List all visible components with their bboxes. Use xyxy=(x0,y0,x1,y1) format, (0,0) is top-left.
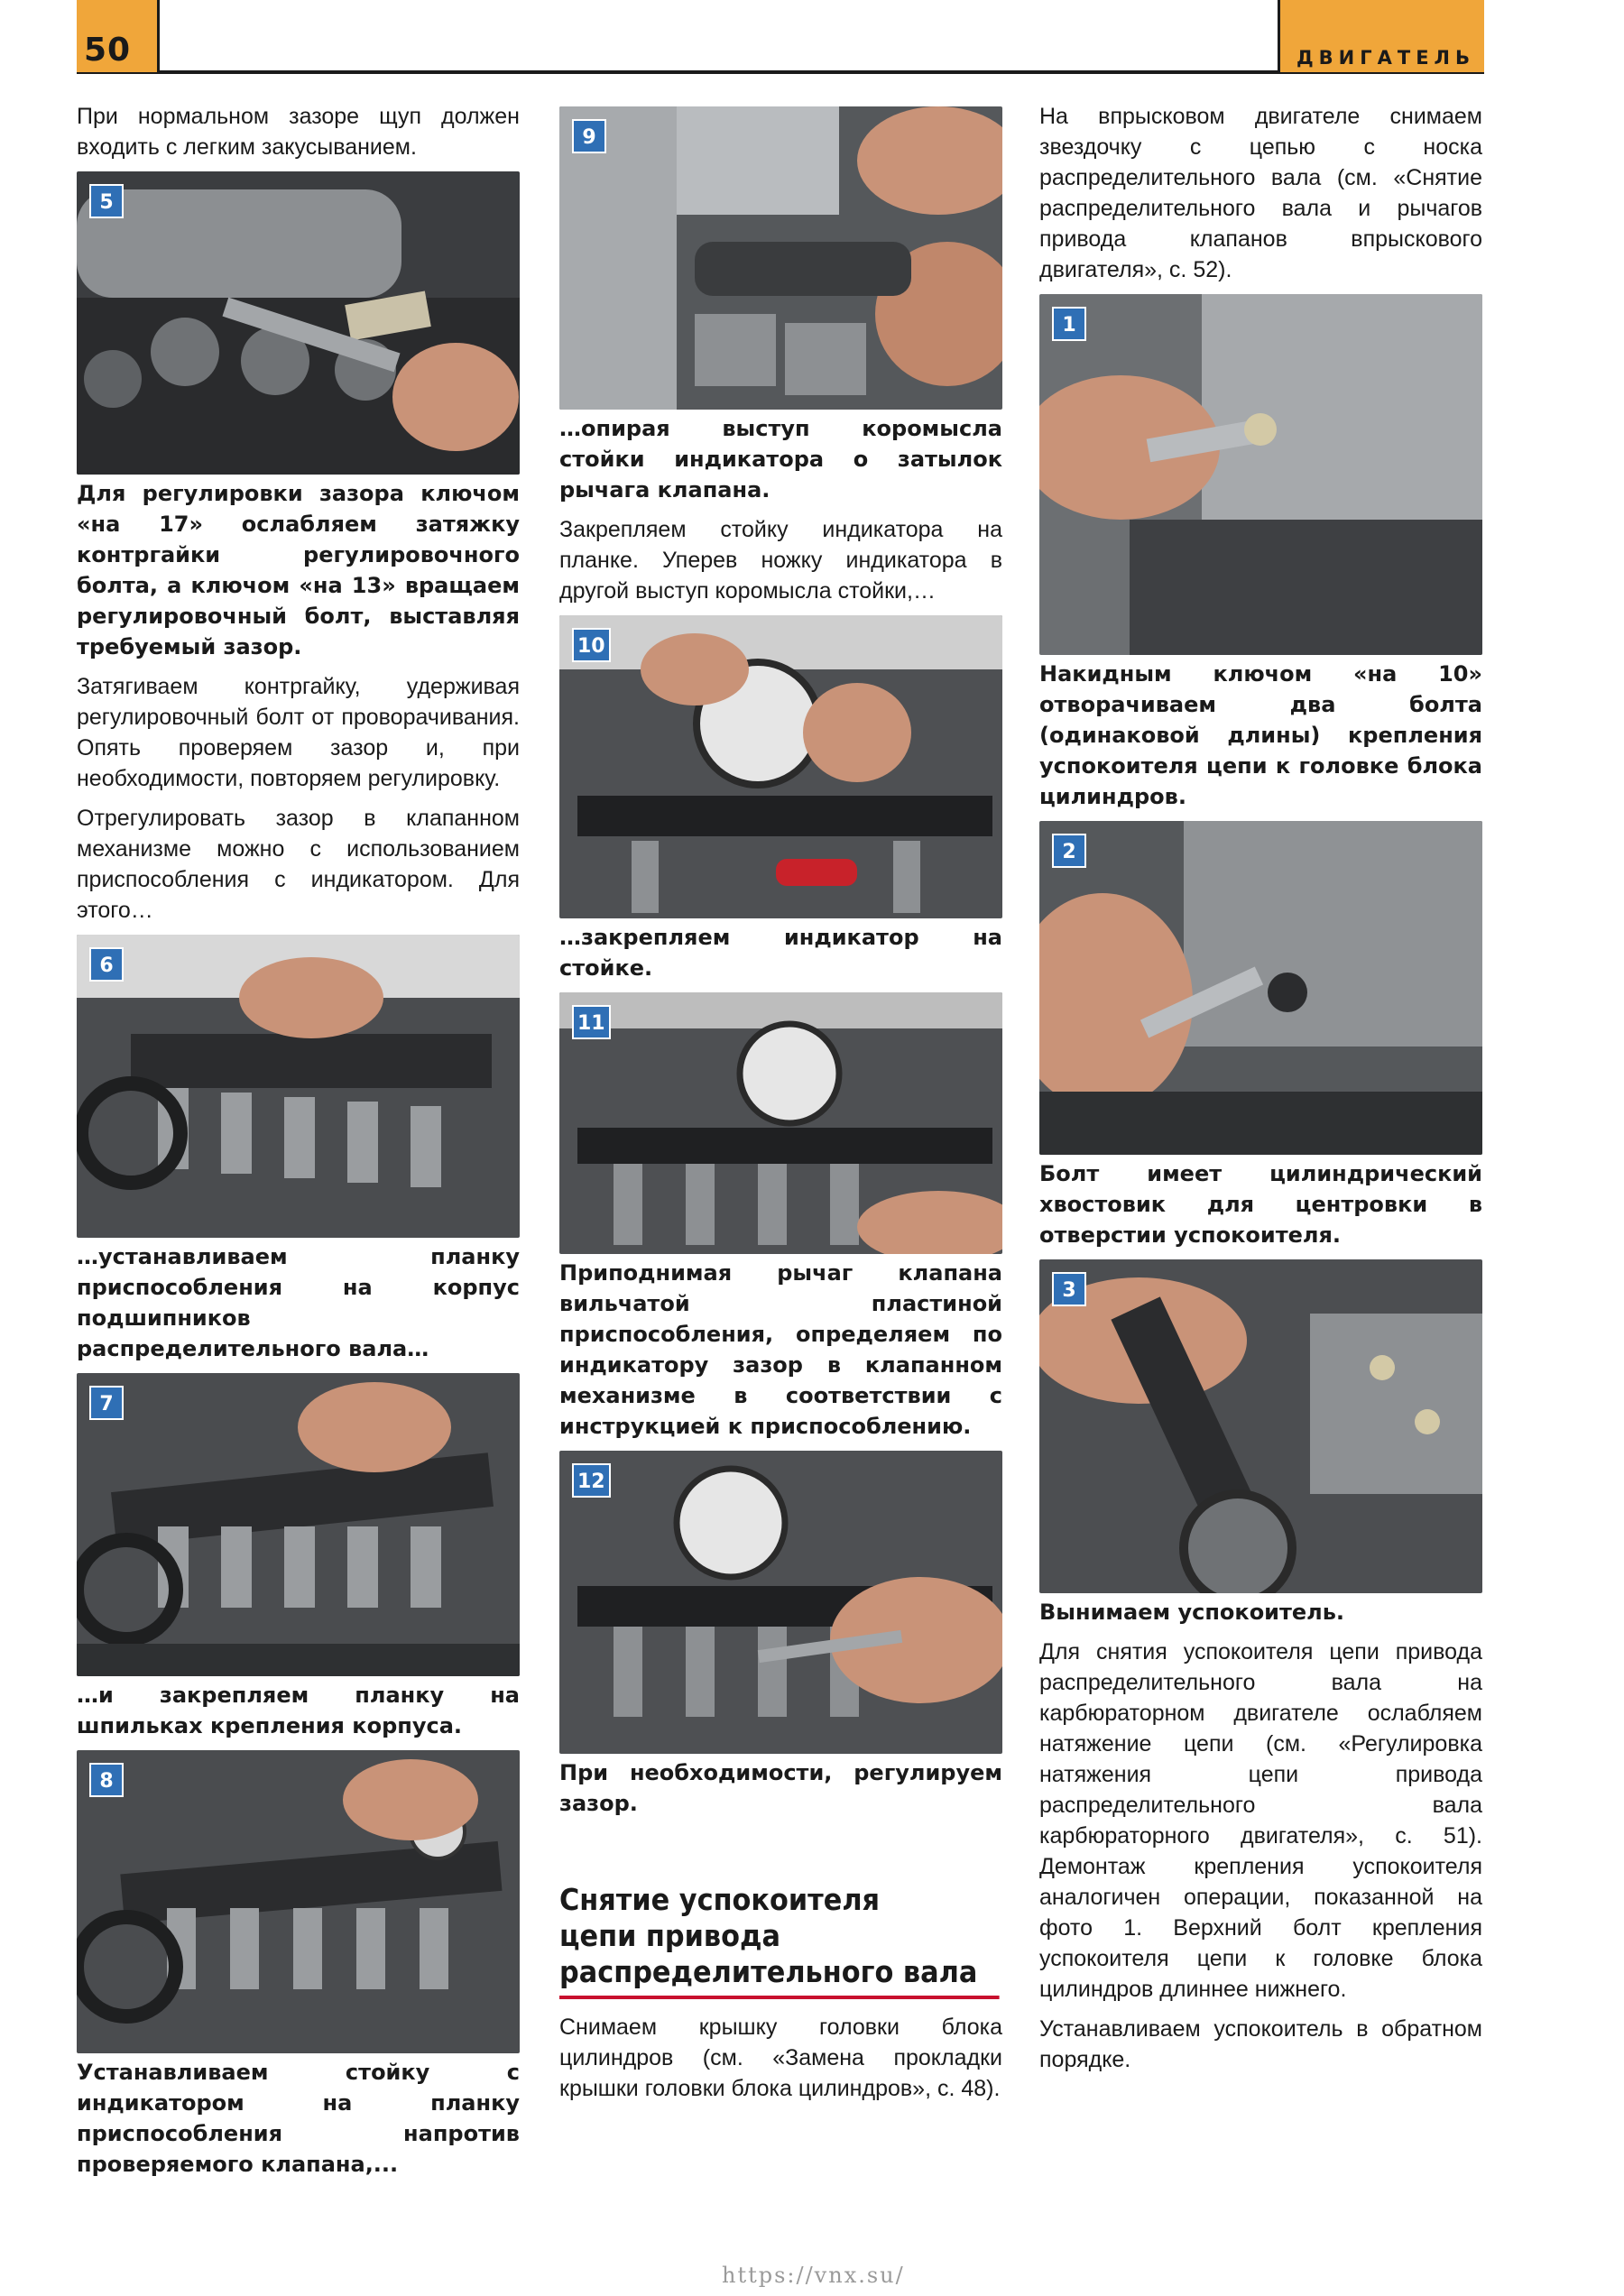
photo-number-badge: 2 xyxy=(1052,834,1086,868)
photo-number-badge: 7 xyxy=(89,1386,124,1420)
photo-2 xyxy=(1039,821,1482,1155)
caption-2: Болт имеет цилиндрический хвостовик для центровки в отверстии успокоителя. xyxy=(1039,1161,1482,1248)
engine-photo-5 xyxy=(77,171,520,475)
photo-9 xyxy=(559,106,1002,410)
section-heading xyxy=(559,1882,1000,1999)
section-title: ДВИГАТЕЛЬ xyxy=(1296,47,1475,69)
photo-5 xyxy=(77,171,520,475)
photo-number-badge: 3 xyxy=(1052,1272,1086,1306)
section-tab xyxy=(1278,0,1484,72)
engine-photo-9 xyxy=(559,106,1002,410)
photo-number-badge: 10 xyxy=(572,628,611,662)
engine-photo-7 xyxy=(77,1373,520,1676)
engine-photo-1 xyxy=(1039,294,1482,655)
photo-number-badge: 5 xyxy=(89,184,124,218)
photo-10 xyxy=(559,615,1002,918)
caption-7: …и закрепляем планку на шпильках крепления корпуса. xyxy=(77,1683,520,1738)
caption-1: Накидным ключом «на 10» отворачиваем два болта (одинаковой длины) крепления успокоителя цепи к головке блока цилиндров. xyxy=(1039,661,1482,809)
photo-12 xyxy=(559,1451,1002,1754)
body-text: Для снятия успокоителя цепи привода распределительного вала на карбюраторном двигателе ослабляем натяжение цепи (см. «Регулировка натяжения цепи привода распределительного вала карбюраторного двигателя», с. 51). Демонтаж крепления успокоителя аналогичен операции, показанной на фото 1. Верхний болт крепления успокоителя цепи к головке блока цилиндров длиннее нижнего. xyxy=(1039,1639,1482,2002)
photo-number-badge: 1 xyxy=(1052,307,1086,341)
column-left xyxy=(77,101,520,2189)
caption-3: Вынимаем успокоитель. xyxy=(1039,1600,1345,1625)
body-text: Закрепляем стойку индикатора на планке. Уперев ножку индикатора в другой выступ коромысла стойки,… xyxy=(559,517,1002,604)
caption-6: …устанавливаем планку приспособления на корпус подшипников распределительного вала… xyxy=(77,1244,520,1361)
photo-number-badge: 8 xyxy=(89,1763,124,1797)
photo-number-badge: 6 xyxy=(89,947,124,982)
photo-1 xyxy=(1039,294,1482,655)
engine-photo-2 xyxy=(1039,821,1482,1155)
photo-number-badge: 12 xyxy=(572,1463,611,1498)
section-heading-line: распределительного вала xyxy=(559,1954,978,1989)
engine-photo-6 xyxy=(77,935,520,1238)
section-body-text: Снимаем крышку головки блока цилиндров (см. «Замена прокладки крышки головки блока цилиндров», с. 48). xyxy=(559,2015,1002,2101)
photo-6 xyxy=(77,935,520,1238)
caption-9: …опирая выступ коромысла стойки индикатора о затылок рычага клапана. xyxy=(559,416,1002,503)
engine-photo-11 xyxy=(559,992,1002,1254)
photo-3 xyxy=(1039,1259,1482,1593)
caption-10: …закрепляем индикатор на стойке. xyxy=(559,925,1002,981)
section-heading-line: Снятие успокоителя xyxy=(559,1882,881,1917)
caption-5: Для регулировки зазора ключом «на 17» ослабляем затяжку контргайки регулировочного болта, а ключом «на 13» вращаем регулировочный болт, выставляя требуемый зазор. xyxy=(77,481,520,659)
photo-7 xyxy=(77,1373,520,1676)
engine-photo-12 xyxy=(559,1451,1002,1754)
engine-photo-8 xyxy=(77,1750,520,2053)
column-right xyxy=(1039,101,1482,2084)
column-middle xyxy=(559,101,1002,2113)
body-text: Устанавливаем успокоитель в обратном порядке. xyxy=(1039,2016,1482,2072)
photo-8 xyxy=(77,1750,520,2053)
page-number: 50 xyxy=(84,32,132,69)
caption-12: При необходимости, регулируем зазор. xyxy=(559,1760,1002,1816)
footer-url[interactable]: https://vnx.su/ xyxy=(722,2263,905,2288)
caption-11: Приподнимая рычаг клапана вильчатой пластиной приспособления, определяем по индикатору зазор в клапанном механизме в соответствии с инструкцией к приспособлению. xyxy=(559,1260,1002,1439)
body-text: Отрегулировать зазор в клапанном механизме можно с использованием приспособления с индикатором. Для этого… xyxy=(77,806,520,923)
page-number-box xyxy=(77,0,160,72)
photo-number-badge: 9 xyxy=(572,119,606,153)
engine-photo-10 xyxy=(559,615,1002,918)
section-heading-line: цепи привода xyxy=(559,1918,780,1953)
photo-11 xyxy=(559,992,1002,1254)
intro-text: На впрысковом двигателе снимаем звездочку с цепью с носка распределительного вала (см. «Снятие распределительного вала и рычагов привода клапанов впрыскового двигателя», с. 52). xyxy=(1039,104,1482,282)
header-rule xyxy=(77,70,1484,74)
photo-number-badge: 11 xyxy=(572,1005,611,1039)
intro-text: При нормальном зазоре щуп должен входить с легким закусыванием. xyxy=(77,104,520,160)
caption-8: Устанавливаем стойку с индикатором на планку приспособления напротив проверяемого клапана,... xyxy=(77,2060,520,2177)
engine-photo-3 xyxy=(1039,1259,1482,1593)
body-text: Затягиваем контргайку, удерживая регулировочный болт от проворачивания. Опять проверяем зазор и, при необходимости, повторяем регулировку. xyxy=(77,674,520,791)
